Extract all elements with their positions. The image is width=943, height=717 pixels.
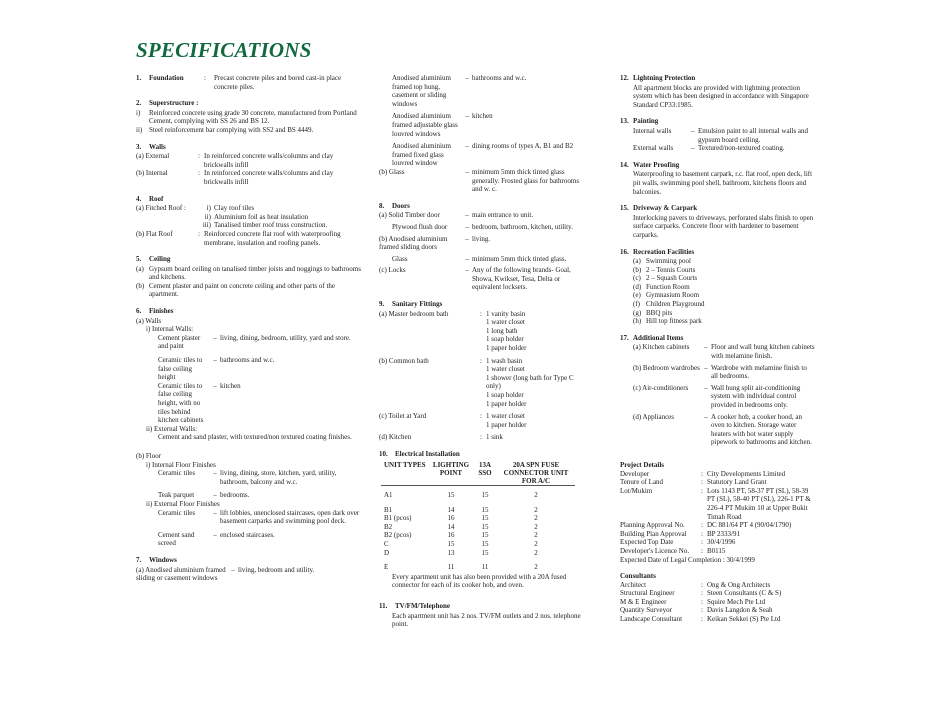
table-note: Every apartment unit has also been provided with a 20A fused connector for each of its cooker hob, and oven.	[392, 572, 567, 590]
list-item: Building Plan Approval : BP 2333/91	[620, 529, 740, 538]
section-water-proofing	[620, 161, 815, 196]
list-item: (a) Gypsum board ceiling on tanalised timber joists and noggings to bathrooms and kitchens.	[136, 264, 361, 282]
list-item: Structural Engineer : Steen Consultants (C & S)	[620, 589, 782, 598]
list-item: (c) Locks – Any of the following brands- Goal, Showa, Kwikset, Tesa, Delta or equivalent locksets.	[379, 266, 571, 292]
list-item: Lot/Mukim : Lots 1143 PT, 58-37 PT (SL), 58-39 PT (SL), 58-40 PT (SL), 226-1 PT & 226-4 PT Mukim 10 at Upper Bukit Timah Road	[620, 486, 811, 521]
roof-label: (a) Fitched Roof :	[136, 204, 186, 213]
list-item: Anodised aluminium framed top hung, casement or sliding windows – bathrooms and w.c.	[392, 74, 527, 108]
section-number: 15.	[620, 204, 629, 213]
list-item: (d) Appliances – A cooker hob, a cooker hood, an oven to kitchen. Storage water heaters with hot water supply pipework to bathrooms and kitchen.	[633, 412, 812, 447]
table-row: D 13 15 2	[384, 548, 538, 557]
section-number: 14.	[620, 160, 629, 169]
list-item: (e) Gymnasium Room	[633, 291, 700, 300]
page-title: SPECIFICATIONS	[136, 38, 312, 62]
section-heading: Project Details	[620, 460, 664, 469]
column-1	[136, 74, 361, 591]
list-item: (b) Common bath : 1 wash basin 1 water closet 1 shower (long bath for Type C only) 1 soap holder 1 paper holder	[379, 356, 574, 408]
section-heading: Sanitary Fittings	[392, 300, 443, 309]
section-number: 9.	[379, 300, 385, 309]
section-text: Precast concrete piles and bored cast-in place concrete piles.	[214, 74, 342, 91]
list-item: (a) External : In reinforced concrete walls/columns and clay brickwalls infill	[136, 152, 334, 169]
section-text: Each apartment unit has 2 nos. TV/FM outlets and 2 nos. telephone point.	[392, 611, 581, 629]
list-item: Ceramic tiles – living, dining, store, kitchen, yard, utility, bathroom, balcony and w.c.	[158, 469, 337, 486]
list-item: M & E Engineer : Squire Mech Pte Ltd	[620, 597, 766, 606]
section-doors	[379, 202, 589, 292]
list-item: (a) Swimming pool	[633, 257, 691, 266]
section-tv-fm-telephone	[379, 602, 589, 629]
table-row: A1 15 15 2	[384, 491, 538, 500]
sub-heading: (a) Walls	[136, 316, 162, 325]
section-consultants	[620, 572, 815, 624]
list-item: ii) Steel reinforcement bar complying with SS2 and BS 4449.	[136, 125, 314, 134]
list-item: (c) 2 – Squash Courts	[633, 274, 698, 283]
section-foundation	[136, 74, 361, 91]
list-item: Ceramic tiles to false ceiling height – bathrooms and w.c.	[158, 356, 275, 382]
section-heading: Recreation Facilities	[633, 247, 695, 256]
sub-heading: i) Internal Walls:	[146, 325, 194, 334]
section-windows-continued	[379, 74, 589, 194]
table-row: B2 (pcos) 16 15 2	[384, 531, 538, 540]
column-header: LIGHTING POINT	[429, 461, 473, 486]
section-driveway-carpark	[620, 204, 815, 239]
section-number: 12.	[620, 74, 629, 82]
section-number: 6.	[136, 307, 142, 316]
section-number: 11.	[379, 602, 388, 610]
list-item: (b) Internal : In reinforced concrete walls/columns and clay brickwalls infill	[136, 169, 334, 186]
list-item: Architect : Ong & Ong Architects	[620, 580, 771, 589]
list-item: Expected Date of Legal Completion : 30/4/1999	[620, 555, 755, 564]
list-item: Cement plaster and paint – living, dining, bedroom, utility, yard and store.	[158, 333, 351, 351]
list-item: i) Reinforced concrete using grade 30 concrete, manufactured from Portland Cement, complying with SS 26 and BS 12.	[136, 108, 357, 126]
section-heading: Lightning Protection	[633, 74, 696, 82]
section-windows	[136, 556, 361, 583]
section-heading: Electrical Installation	[395, 449, 460, 458]
list-item: (f) Children Playground	[633, 300, 705, 309]
section-additional-items	[620, 334, 815, 447]
list-item: (c) Toilet at Yard : 1 water closet 1 paper holder	[379, 412, 527, 429]
list-item: Plywood flush door – bedroom, bathroom, kitchen, utility.	[392, 222, 573, 231]
list-item: (b) Bedroom wardrobes – Wardrobe with melamine finish to all bedrooms.	[633, 363, 807, 381]
list-item: (d) Kitchen : 1 sink	[379, 433, 503, 442]
section-number: 8.	[379, 201, 385, 210]
list-item: (h) Hill top fitness park	[633, 317, 702, 326]
list-item: iii) Tanalised timber roof truss construction.	[202, 221, 328, 230]
list-item: (c) Air-conditioners – Wall hung split air-conditioning system with individual control provided in bedrooms only.	[633, 383, 801, 409]
section-number: 4.	[136, 194, 142, 203]
list-item: Teak parquet – bedrooms.	[158, 491, 250, 500]
section-number: 2.	[136, 99, 142, 108]
list-item: Developer : City Developments Limited	[620, 469, 786, 478]
section-heading: Windows	[149, 555, 177, 564]
table-row: B1 14 15 2	[384, 505, 538, 514]
list-item: (a) Kitchen cabinets – Floor and wall hung kitchen cabinets with melamine finish.	[633, 343, 815, 361]
list-item: ii) Aluminium foil as heat insulation	[204, 212, 309, 221]
section-text: All apartment blocks are provided with lightning protection system which has been designed in accordance with Singapore Standard CP33:1985.	[633, 83, 809, 109]
section-heading: Walls	[149, 142, 166, 151]
section-number: 7.	[136, 555, 142, 564]
sub-heading: (b) Floor	[136, 451, 162, 460]
section-sanitary-fittings	[379, 300, 589, 442]
column-header: 20A SPN FUSE CONNECTOR UNIT FOR A/C	[497, 461, 575, 486]
list-item: i) Clay roof tiles	[206, 204, 255, 213]
sub-heading: ii) External Walls:	[146, 424, 198, 433]
section-number: 17.	[620, 333, 629, 342]
list-item: (g) BBQ pits	[633, 308, 673, 317]
section-heading: Additional Items	[633, 333, 684, 342]
section-heading: Foundation	[149, 74, 184, 82]
column-header: UNIT TYPES	[381, 461, 429, 486]
section-number: 10.	[379, 449, 388, 458]
list-item: (a) Anodised aluminium framed sliding or casement windows – living, bedroom and utility.	[136, 565, 315, 583]
list-item: Cement and sand plaster, with textured/non textured coating finishes.	[158, 433, 352, 442]
column-3	[620, 74, 815, 632]
section-recreation-facilities	[620, 248, 815, 326]
section-text: Interlocking pavers to driveways, perforated slabs finish to open surface carparks. Concrete floor with hardener to basement carparks.	[633, 213, 814, 239]
table-row: E 11 11 2	[384, 563, 538, 572]
table-row: B2 14 15 2	[384, 522, 538, 531]
list-item: Internal walls – Emulsion paint to all internal walls and gypsum board ceiling.	[633, 126, 809, 144]
sub-heading: i) Internal Floor Finishes	[146, 460, 216, 469]
section-project-details	[620, 461, 815, 564]
column-2	[379, 74, 589, 637]
colon: :	[204, 74, 206, 82]
list-item: Anodised aluminium framed adjustable glass louvred windows – kitchen	[392, 112, 493, 138]
section-heading: Driveway & Carpark	[633, 204, 698, 213]
list-item: (b) Glass – minimum 5mm thick tinted glass generally. Frosted glass for bathrooms and w. c.	[379, 167, 580, 194]
section-text: Waterproofing to basement carpark, r.c. flat roof, open deck, lift pit walls, swimming pool shell, bathroom, kitchens floors and balconies.	[633, 170, 813, 196]
section-heading: Consultants	[620, 572, 656, 581]
list-item: External walls – Textured/non-textured coating.	[633, 144, 785, 153]
table-row: B1 (pcos) 16 15 2	[384, 514, 538, 523]
electrical-table	[381, 461, 575, 572]
list-item: Quantity Surveyor : Davis Langdon & Seah	[620, 606, 773, 615]
section-ceiling	[136, 255, 361, 299]
section-electrical	[379, 450, 589, 590]
list-item: Cement sand screed – enclosed staircases.	[158, 530, 275, 548]
section-superstructure	[136, 99, 361, 134]
section-heading: Ceiling	[149, 255, 171, 264]
section-heading: Water Proofing	[633, 160, 680, 169]
list-item: Expected Top Date : 30/4/1996	[620, 538, 736, 547]
list-item: Anodised aluminium framed fixed glass louvred window – dining rooms of types A, B1 and B2	[392, 142, 574, 168]
list-item: Tenure of Land : Statutory Land Grant	[620, 478, 767, 487]
section-finishes	[136, 307, 361, 548]
list-item: Landscape Consultant : Keikan Sekkei (S) Pte Ltd	[620, 615, 781, 624]
section-heading: Roof	[149, 194, 164, 203]
list-item: (b) Flat Roof : Reinforced concrete flat roof with waterproofing membrane, insulation and roofing panels.	[136, 229, 341, 247]
list-item: (b) Cement plaster and paint on concrete ceiling and other parts of the apartment.	[136, 281, 336, 299]
section-heading: Doors	[392, 201, 410, 210]
section-number: 16.	[620, 247, 629, 256]
sub-heading: ii) External Floor Finishes	[146, 499, 220, 508]
list-item: Glass – minimum 5mm thick tinted glass.	[392, 254, 567, 263]
section-heading: Painting	[633, 117, 659, 126]
list-item: (b) 2 – Tennis Courts	[633, 265, 696, 274]
list-item: (d) Function Room	[633, 282, 690, 291]
list-item: Ceramic tiles – lift lobbies, unenclosed staircases, open dark over basement carparks and swimming pool deck.	[158, 508, 360, 526]
section-heading: Finishes	[149, 307, 174, 316]
section-heading: Superstructure :	[149, 99, 199, 108]
table-header-row	[381, 461, 575, 486]
section-number: 5.	[136, 255, 142, 264]
list-item: Planning Approval No. : DC 881/64 PT 4 (90/04/1790)	[620, 521, 792, 530]
column-header: 13A SSO	[473, 461, 497, 486]
section-number: 3.	[136, 142, 142, 151]
table-row: C 15 15 2	[384, 540, 538, 549]
list-item: (b) Anodised aluminium framed sliding doors – living.	[379, 234, 491, 252]
section-lightning-protection	[620, 74, 815, 109]
list-item: (a) Master bedroom bath : 1 vanity basin 1 water closet 1 long bath 1 soap holder 1 paper holder	[379, 309, 527, 353]
list-item: Ceramic tiles to false ceiling height, with no tiles behind kitchen cabinets – kitchen	[158, 381, 241, 425]
section-roof	[136, 195, 361, 248]
section-heading: TV/FM/Telephone	[395, 602, 450, 610]
section-number: 1.	[136, 74, 142, 82]
list-item: Developer's Licence No. : B0115	[620, 546, 726, 555]
section-walls	[136, 143, 361, 187]
section-number: 13.	[620, 117, 629, 126]
list-item: (a) Solid Timber door – main entrance to unit.	[379, 211, 534, 220]
section-painting	[620, 117, 815, 152]
